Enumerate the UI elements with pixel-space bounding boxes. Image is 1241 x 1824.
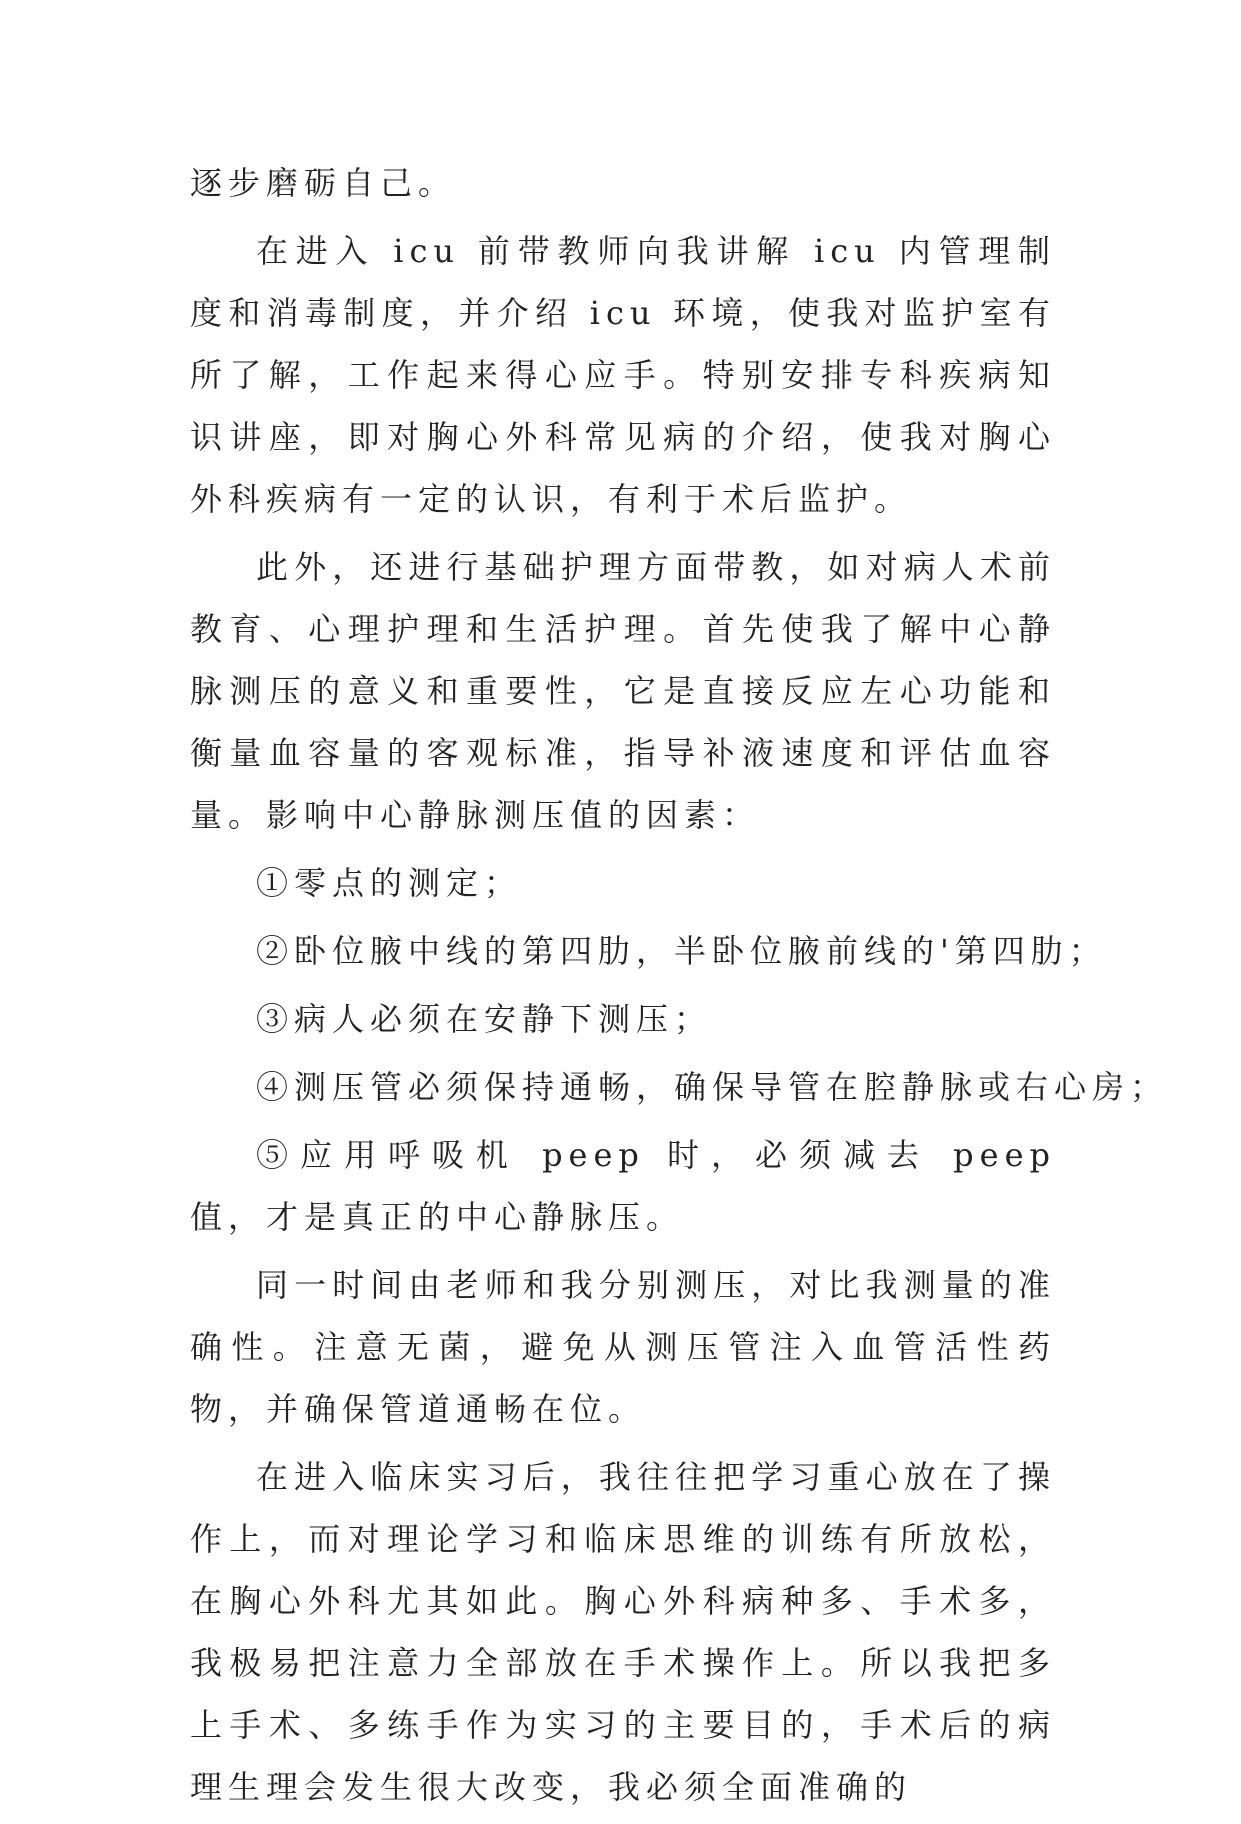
- paragraph-continuation: 逐步磨砺自己。: [190, 164, 457, 202]
- list-item-zero-point: ①零点的测定；: [256, 864, 523, 902]
- paragraph-measurement-comparison: 同一时间由老师和我分别测压，对比我测量的准确性。注意无菌，避免从测压管注入血管活性药物，并确保管道通畅在位。: [190, 1266, 1056, 1428]
- paragraph-basic-nursing: 此外，还进行基础护理方面带教，如对病人术前教育、心理护理和生活护理。首先使我了解中心静脉测压的意义和重要性，它是直接反应左心功能和衡量血容量的客观标准，指导补液速度和评估血容量。影响中心静脉测压值的因素：: [190, 548, 1056, 834]
- paragraph-clinical-practice: 在进入临床实习后，我往往把学习重心放在了操作上，而对理论学习和临床思维的训练有所放松，在胸心外科尤其如此。胸心外科病种多、手术多，我极易把注意力全部放在手术操作上。所以我把多上手术、多练手作为实习的主要目的，手术后的病理生理会发生很大改变，我必须全面准确的: [190, 1458, 1056, 1806]
- document-body: [190, 152, 1169, 1824]
- list-item-fourth-rib: ②卧位腋中线的第四肋，半卧位腋前线的'第四肋；: [256, 932, 1107, 970]
- list-item-quiet-measurement: ③病人必须在安静下测压；: [256, 1000, 713, 1038]
- list-item-peep: ⑤应用呼吸机 peep 时，必须减去 peep 值，才是真正的中心静脉压。: [190, 1136, 1056, 1236]
- list-item-tube-patency: ④测压管必须保持通畅，确保导管在腔静脉或右心房；: [256, 1068, 1169, 1106]
- paragraph-icu-introduction: 在进入 icu 前带教师向我讲解 icu 内管理制度和消毒制度，并介绍 icu 环境，使我对监护室有所了解，工作起来得心应手。特别安排专科疾病知识讲座，即对胸心外科常见病的介绍，使我对胸心外科疾病有一定的认识，有利于术后监护。: [190, 232, 1056, 518]
